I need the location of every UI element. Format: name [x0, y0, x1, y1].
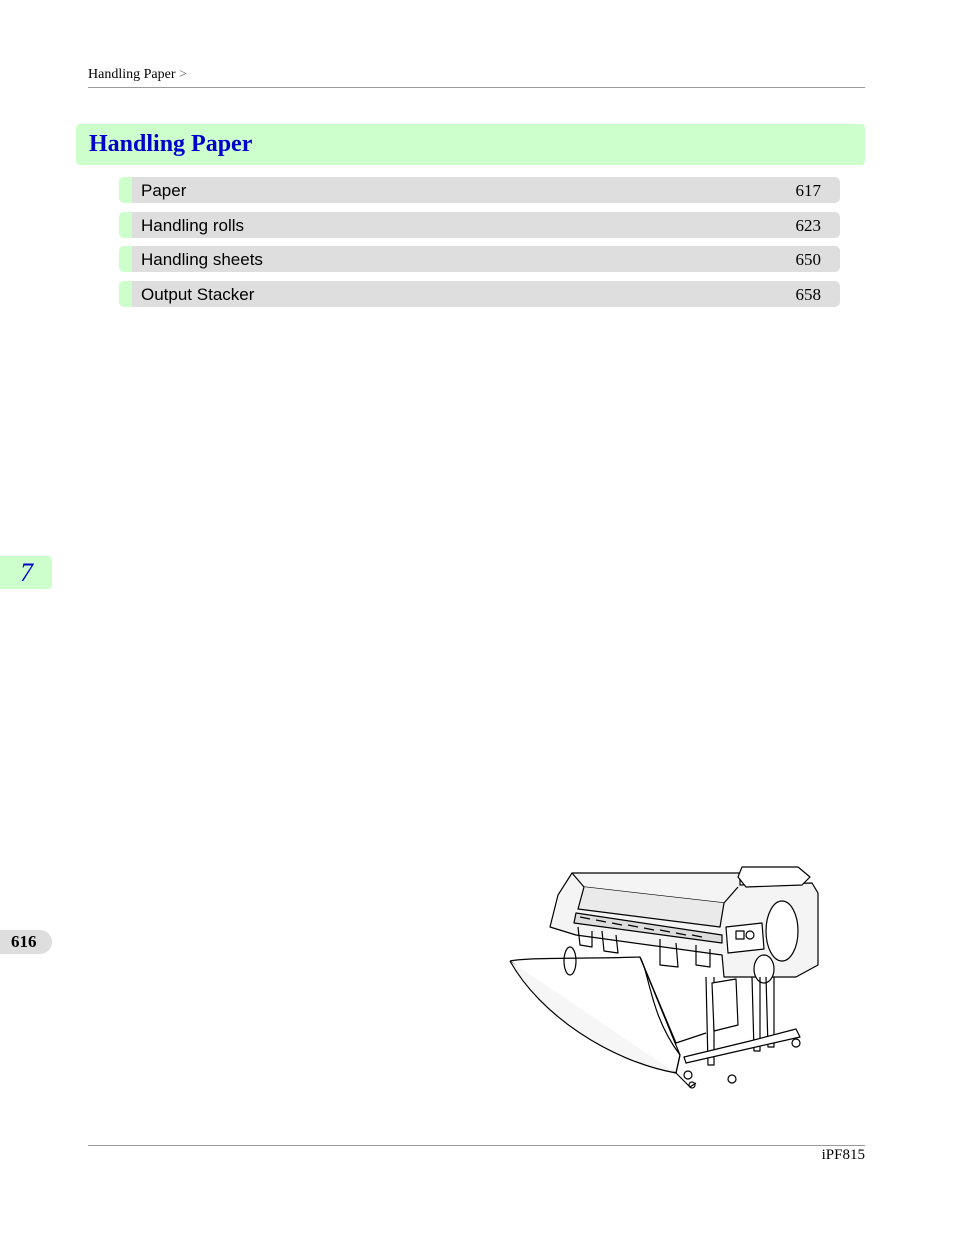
toc-item-paper[interactable] — [119, 177, 840, 203]
table-of-contents — [119, 177, 840, 316]
page-number-tab — [0, 930, 52, 954]
chapter-title: Handling Paper — [89, 131, 253, 157]
toc-item-page[interactable]: 658 — [795, 285, 821, 305]
toc-item-label[interactable]: Handling rolls — [141, 215, 244, 235]
breadcrumb-separator: > — [178, 67, 187, 82]
toc-item-tab — [119, 177, 132, 203]
page-number: 616 — [11, 932, 37, 951]
toc-item-tab — [119, 212, 132, 238]
chapter-number: 7 — [20, 558, 33, 587]
toc-item-handling-sheets[interactable] — [119, 246, 840, 272]
breadcrumb-link[interactable]: Handling Paper — [88, 67, 176, 82]
header-divider — [88, 87, 865, 88]
toc-item-label[interactable]: Output Stacker — [141, 285, 255, 305]
model-name: iPF815 — [821, 1147, 865, 1163]
toc-item-label[interactable]: Paper — [141, 181, 187, 200]
footer-divider — [88, 1145, 865, 1146]
toc-item-page[interactable]: 617 — [795, 181, 821, 200]
chapter-header — [76, 124, 865, 165]
chapter-number-tab — [0, 556, 52, 589]
toc-item-page[interactable]: 623 — [795, 215, 821, 235]
toc-item-tab — [119, 281, 132, 307]
toc-item-page[interactable]: 650 — [795, 250, 821, 270]
breadcrumb[interactable] — [88, 67, 187, 83]
toc-item-handling-rolls[interactable] — [119, 212, 840, 238]
toc-item-label[interactable]: Handling sheets — [141, 250, 263, 270]
toc-item-tab — [119, 246, 132, 272]
printer-illustration — [500, 865, 825, 1095]
toc-item-output-stacker[interactable] — [119, 281, 840, 307]
